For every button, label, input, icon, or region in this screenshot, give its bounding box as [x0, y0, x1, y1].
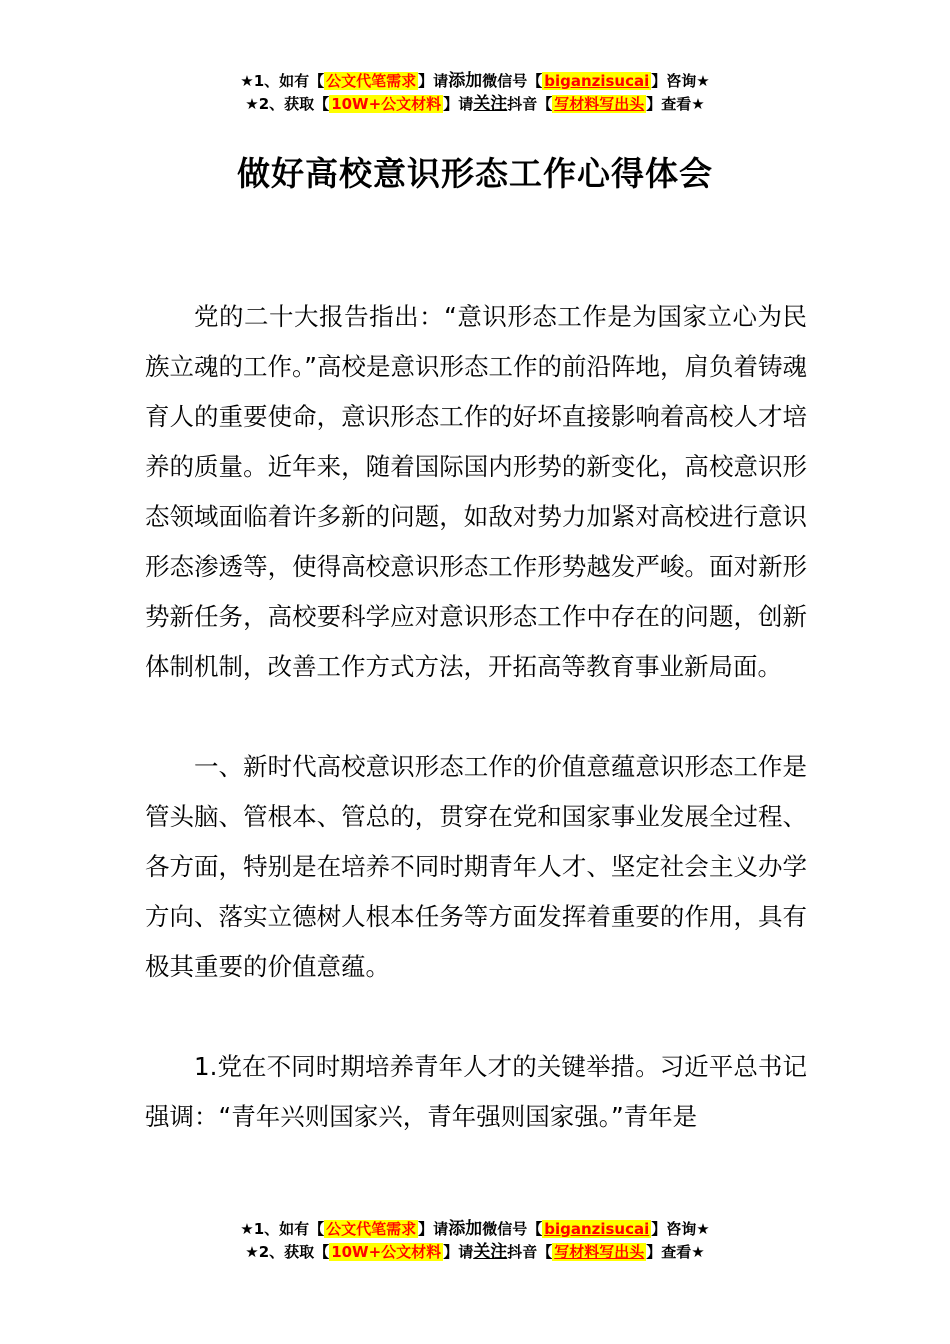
header-line-1 [0, 70, 950, 93]
banner-text: 】咨询★ [651, 1220, 710, 1238]
banner-text: 】请 [443, 95, 474, 113]
banner-text: 微信号【 [482, 72, 543, 90]
banner-emphasis: 关注 [473, 94, 508, 114]
banner-text: 】查看★ [646, 95, 705, 113]
banner-text: 抖音【 [507, 95, 553, 113]
footer-line-1 [0, 1218, 950, 1241]
document-body [145, 292, 807, 1192]
highlight-materials: 10W+公文材料 [331, 1243, 442, 1261]
header-line-2 [0, 93, 950, 116]
banner-text: 】查看★ [646, 1243, 705, 1261]
highlight-douyin-id: 写材料写出头 [554, 1243, 645, 1261]
highlight-wechat-id: biganzisucai [544, 1220, 650, 1238]
banner-text: ★1、如有【 [240, 1220, 325, 1238]
banner-text: 】请 [418, 1220, 449, 1238]
highlight-service: 公文代笔需求 [326, 1220, 417, 1238]
banner-text: ★1、如有【 [240, 72, 325, 90]
footer-banner [0, 1218, 950, 1264]
banner-text: 】请 [418, 72, 449, 90]
banner-text: ★2、获取【 [245, 95, 330, 113]
highlight-douyin-id: 写材料写出头 [554, 95, 645, 113]
paragraph: 1.党在不同时期培养青年人才的关键举措。习近平总书记强调：“青年兴则国家兴，青年强则国家强。”青年是 [145, 1052, 807, 1131]
banner-text: 抖音【 [507, 1243, 553, 1261]
highlight-service: 公文代笔需求 [326, 72, 417, 90]
highlight-materials: 10W+公文材料 [331, 95, 442, 113]
banner-text: ★2、获取【 [245, 1243, 330, 1261]
footer-line-2 [0, 1241, 950, 1264]
banner-text: 】咨询★ [651, 72, 710, 90]
banner-emphasis: 关注 [473, 1242, 508, 1262]
highlight-wechat-id: biganzisucai [544, 72, 650, 90]
banner-emphasis: 添加 [448, 1219, 483, 1239]
banner-text: 微信号【 [482, 1220, 543, 1238]
banner-text: 】请 [443, 1243, 474, 1261]
document-title: 做好高校意识形态工作心得体会 [237, 154, 713, 193]
paragraph: 党的二十大报告指出：“意识形态工作是为国家立心为民族立魂的工作。”高校是意识形态工作的前沿阵地，肩负着铸魂育人的重要使命，意识形态工作的好坏直接影响着高校人才培养的质量。近年来，随着国际国内形势的新变化，高校意识形态领域面临着许多新的问题，如敌对势力加紧对高校进行意识形态渗透等，使得高校意识形态工作形势越发严峻。面对新形势新任务，高校要科学应对意识形态工作中存在的问题，创新体制机制，改善工作方式方法，开拓高等教育事业新局面。 [145, 302, 807, 681]
paragraph: 一、新时代高校意识形态工作的价值意蕴意识形态工作是管头脑、管根本、管总的，贯穿在党和国家事业发展全过程、各方面，特别是在培养不同时期青年人才、坚定社会主义办学方向、落实立德树人根本任务等方面发挥着重要的作用，具有极其重要的价值意蕴。 [145, 752, 807, 981]
banner-emphasis: 添加 [448, 71, 483, 91]
header-banner [0, 70, 950, 116]
